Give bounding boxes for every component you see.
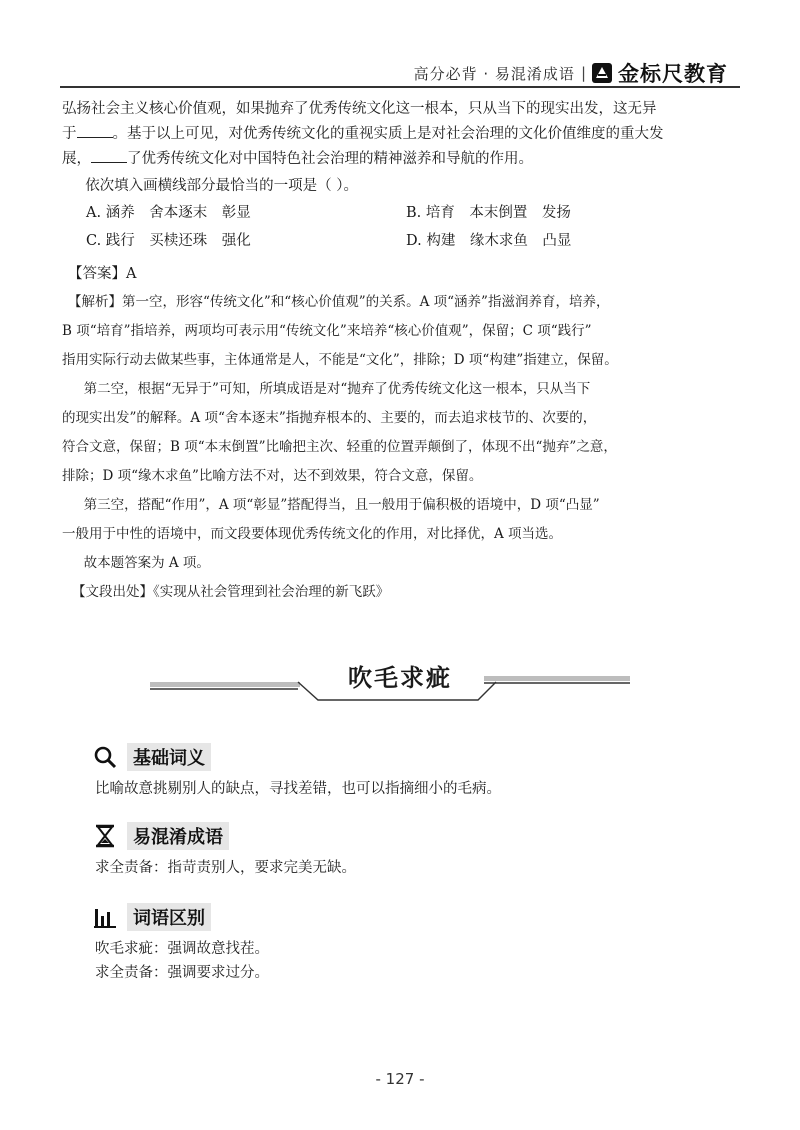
header-separator: |	[580, 64, 586, 82]
section-body-confusable	[95, 856, 356, 880]
page-header	[414, 58, 728, 88]
analysis-line: 的现实出发”的解释。A 项“舍本逐末”指抛弃根本的、主要的，而去追求枝节的、次要的，	[62, 410, 597, 426]
page-number: - 127 -	[375, 1070, 425, 1088]
analysis-line: 故本题答案为 A 项。	[83, 555, 210, 571]
analysis-line: 第二空，根据“无异于”可知，所填成语是对“抛弃了优秀传统文化这一根本，只从当下	[83, 381, 591, 397]
section-header-difference	[93, 903, 211, 931]
passage-line: 于 。基于以上可见，对优秀传统文化的重视实质上是对社会治理的文化价值维度的重大发	[62, 122, 734, 147]
section-label: 基础词义	[127, 743, 211, 771]
option-d: D. 构建 缘木求鱼 凸显	[406, 233, 572, 249]
analysis-line: 一般用于中性的语境中，而文段要体现优秀传统文化的作用，对比择优，A 项当选。	[62, 526, 563, 542]
section-header-confusable	[93, 822, 229, 850]
section-label: 易混淆成语	[127, 822, 229, 850]
fill-blank	[91, 148, 127, 163]
section-text: 求全责备：强调要求过分。	[95, 965, 269, 981]
analysis-line: B 项“培育”指培养，两项均可表示用“传统文化”来培养“核心价值观”，保留；C 项“践行”	[62, 323, 592, 339]
passage-line: 弘扬社会主义核心价值观，如果抛弃了优秀传统文化这一根本，只从当下的现实出发，这无异	[62, 101, 657, 117]
brand-name: 金标尺教育	[618, 62, 728, 86]
options-grid	[62, 199, 734, 255]
section-text: 求全责备：指苛责别人，要求完美无缺。	[95, 860, 356, 876]
idiom-title-banner	[0, 660, 800, 720]
section-label: 词语区别	[127, 903, 211, 931]
question-prompt: 依次填入画横线部分最恰当的一项是（ ）。	[85, 178, 359, 194]
header-rule	[60, 86, 740, 88]
section-text: 吹毛求疵：强调故意找茬。	[95, 941, 269, 957]
option-a: A. 涵养 舍本逐末 彰显	[86, 205, 251, 221]
brand-logo-icon	[592, 63, 612, 83]
analysis-line: 排除；D 项“缘木求鱼”比喻方法不对，达不到效果，符合文意，保留。	[62, 468, 483, 484]
analysis-line: 符合文意，保留；B 项“本末倒置”比喻把主次、轻重的位置弄颠倒了，体现不出“抛弃”之意，	[62, 439, 617, 455]
search-icon	[93, 745, 117, 769]
source-line: 【文段出处】《实现从社会管理到社会治理的新飞跃》	[72, 584, 390, 600]
analysis-line: 【解析】第一空，形容“传统文化”和“核心价值观”的关系。A 项“涵养”指滋润养育，培养，	[68, 294, 610, 310]
question-block	[62, 97, 734, 607]
header-title: 高分必背 · 易混淆成语	[413, 64, 575, 83]
section-text: 比喻故意挑剔别人的缺点，寻找差错，也可以指摘细小的毛病。	[95, 781, 501, 797]
fill-blank	[77, 123, 113, 138]
hourglass-icon	[93, 824, 117, 848]
bar-chart-icon	[93, 905, 117, 929]
analysis-line: 指用实际行动去做某些事，主体通常是人，不能是“文化”，排除；D 项“构建”指建立，保留。	[62, 352, 618, 368]
section-header-meaning	[93, 743, 211, 771]
passage-line: 展， 了优秀传统文化对中国特色社会治理的精神滋养和导航的作用。	[62, 147, 734, 172]
option-b: B. 培育 本末倒置 发扬	[406, 205, 571, 221]
idiom-title: 吹毛求疵	[348, 663, 452, 692]
answer-line: 【答案】A	[68, 266, 137, 282]
section-body-meaning	[95, 777, 501, 801]
section-body-difference	[95, 937, 269, 985]
analysis-line: 第三空，搭配“作用”，A 项“彰显”搭配得当，且一般用于偏积极的语境中，D 项“凸显”	[83, 497, 600, 513]
option-c: C. 践行 买椟还珠 强化	[86, 233, 251, 249]
